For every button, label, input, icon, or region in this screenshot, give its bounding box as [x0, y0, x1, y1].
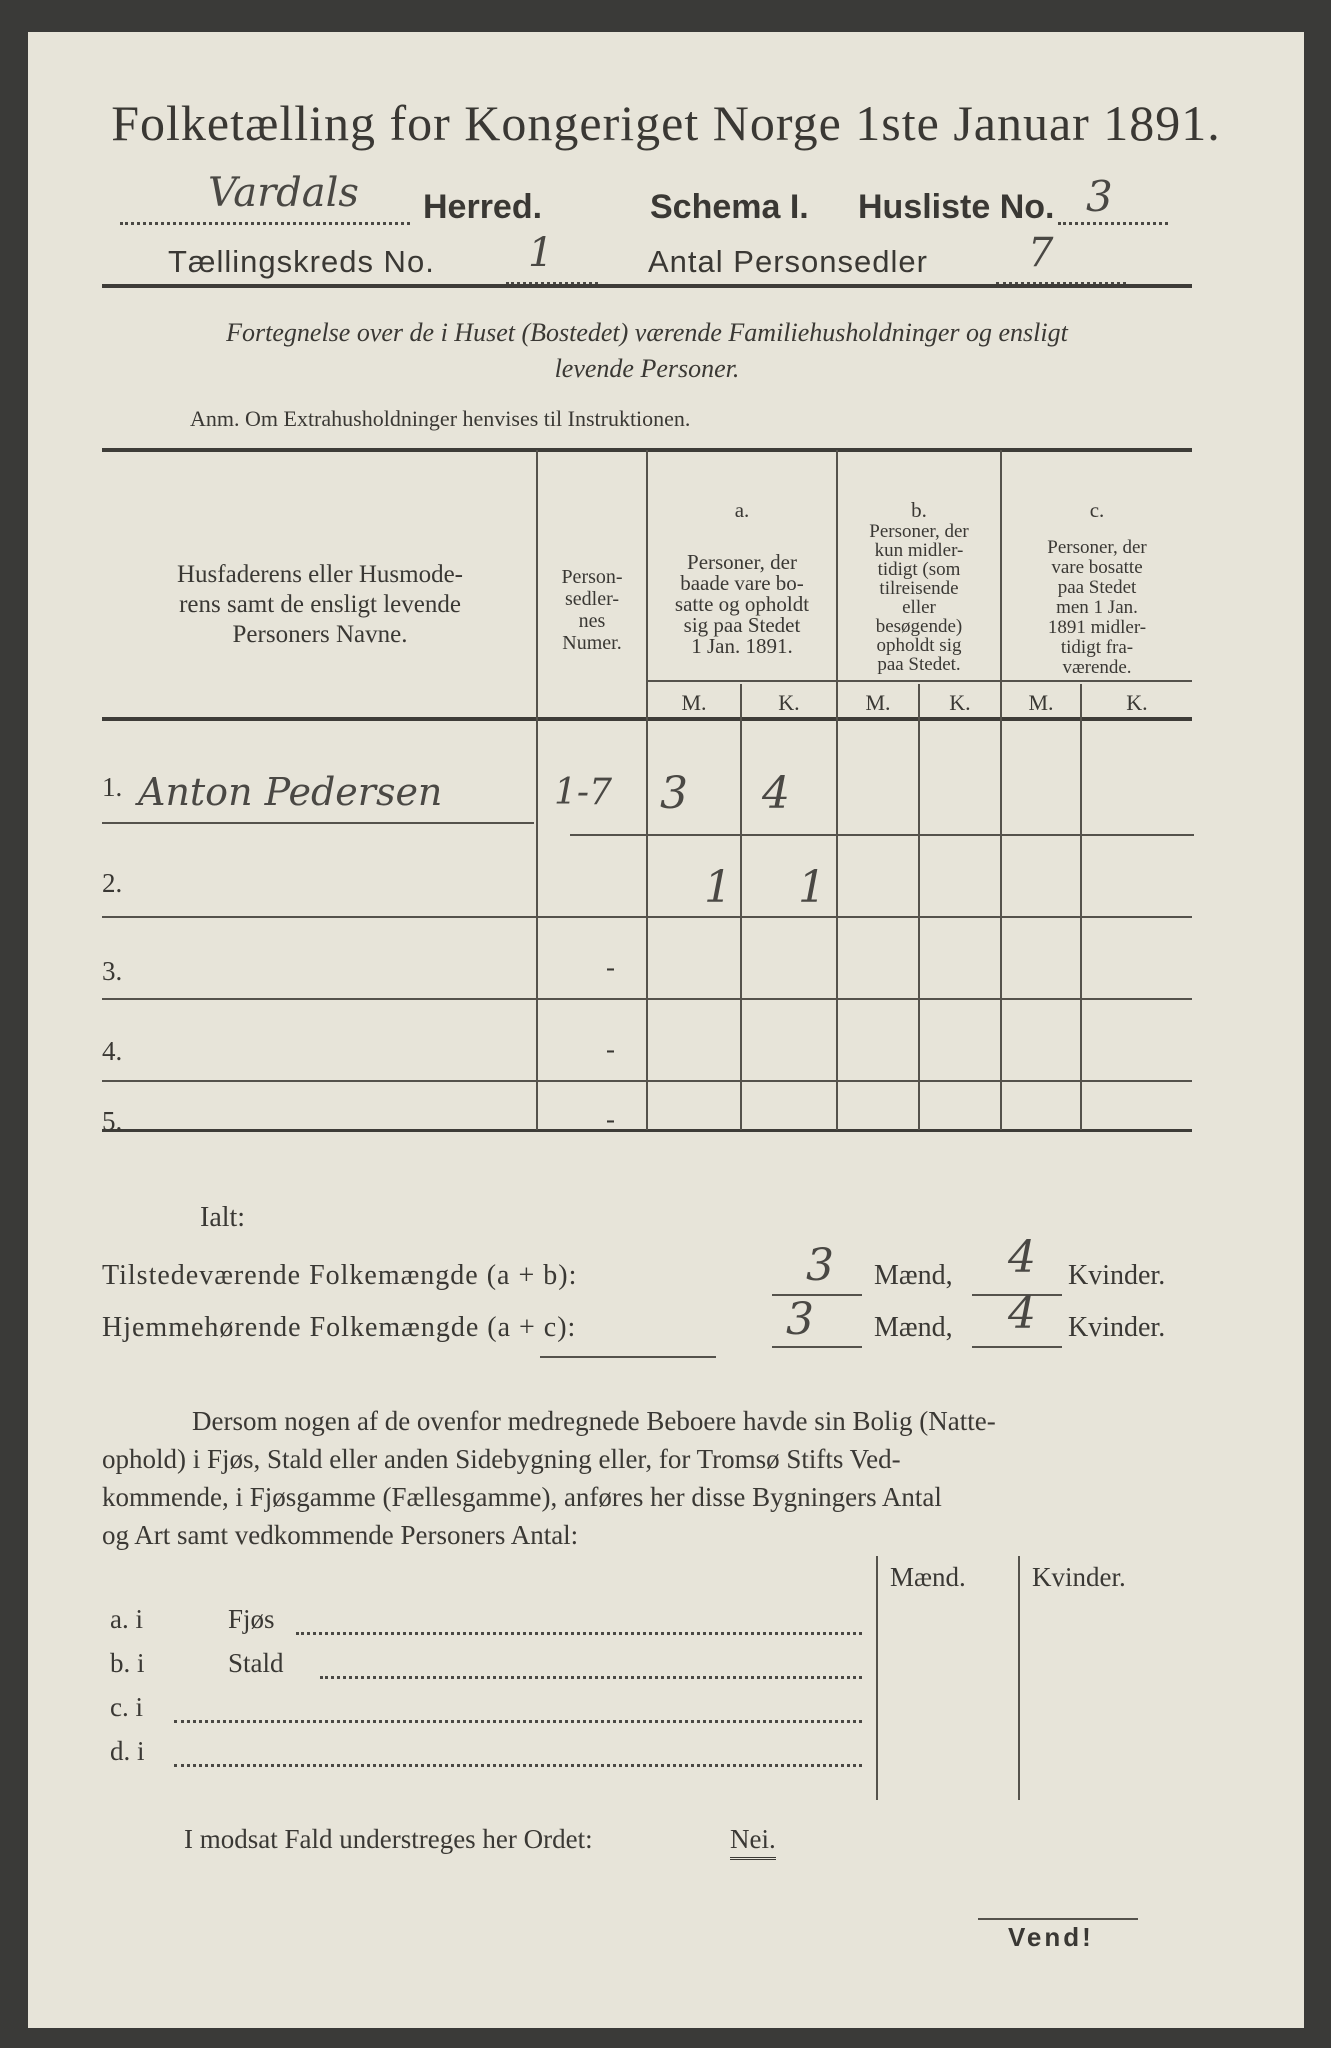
col-c-letter: c. [1089, 498, 1105, 522]
hjemme-m-line [772, 1346, 862, 1348]
building-d-label: d. i [110, 1736, 145, 1766]
col-divider-b-mk [918, 684, 920, 1130]
row-4-number: 4. [102, 1036, 123, 1066]
col-c-k: K. [1126, 690, 1148, 715]
row-1-num: 1-7 [554, 772, 612, 813]
col-divider-names [536, 450, 538, 1130]
col-divider-a-mk [740, 684, 742, 1130]
row-4-num: - [606, 1034, 615, 1064]
personsedler-label: Antal Personsedler [648, 244, 928, 279]
tilstede-label: Tilstedeværende Folkemængde (a + b): [102, 1260, 578, 1291]
modsat-label: I modsat Fald understreges her Ordet: [184, 1824, 593, 1854]
col-b-header-3: tidigt (som [877, 559, 961, 580]
row-1-a-k: 4 [762, 768, 790, 819]
col-a-header-5: 1 Jan. 1891. [691, 634, 793, 658]
row-2-a-m: 1 [704, 862, 732, 913]
row-5-number: 5. [102, 1106, 123, 1136]
anm-note: Anm. Om Extrahusholdninger henvises til Instruktionen. [190, 406, 691, 431]
building-a-label: a. i [110, 1604, 143, 1634]
husliste-value: 3 [1086, 172, 1113, 221]
col-b-k: K. [949, 690, 971, 715]
row-3-num: - [606, 952, 615, 982]
row-1-rule-right [570, 834, 1194, 836]
intro-line-2: levende Personer. [554, 354, 740, 383]
personsedler-fill-line [996, 252, 1126, 285]
buildings-kvinder-header: Kvinder. [1032, 1562, 1126, 1592]
col-b-header-2: kun midler- [874, 540, 964, 561]
schema-label: Schema I. [650, 188, 809, 226]
husliste-fill-line [1058, 192, 1168, 225]
col-a-header-4: sig paa Stedet [683, 613, 801, 637]
col-b-header-1: Personer, der [869, 521, 969, 542]
building-a-name: Fjøs [228, 1604, 275, 1634]
col-a-k: K. [778, 690, 800, 715]
names-col-header [108, 560, 532, 650]
row-1-a-m: 3 [660, 768, 688, 819]
col-divider-c-mk [1080, 684, 1082, 1130]
hjemme-k-line [972, 1346, 1062, 1348]
col-a-header-2: baade vare bo- [680, 571, 804, 595]
building-a-dots [296, 1620, 862, 1635]
col-b-m: M. [865, 690, 891, 715]
vend-rule [978, 1918, 1138, 1920]
vend-label: Vend! [1008, 1922, 1094, 1952]
row-2-a-k: 1 [798, 862, 826, 913]
col-a-header [648, 552, 836, 657]
names-col-header-3: Personers Navne. [232, 621, 408, 648]
row-2-rule [102, 916, 1192, 918]
para-line-3: kommende, i Fjøsgamme (Fællesgamme), anføres her disse Bygningers Antal [102, 1482, 942, 1512]
buildings-maend-header: Mænd. [890, 1562, 966, 1592]
tilstede-kvinder: Kvinder. [1068, 1260, 1166, 1291]
nei-word: Nei. [730, 1824, 776, 1860]
building-c-dots [174, 1708, 862, 1723]
herred-value: Vardals [208, 170, 359, 216]
tilstede-k-value: 4 [1008, 1232, 1036, 1283]
row-3-rule [102, 998, 1192, 1000]
col-c-header [1002, 538, 1192, 678]
hjemme-maend: Mænd, [874, 1312, 953, 1343]
census-form [28, 32, 1304, 2028]
col-b-header-4: tilreisende [879, 578, 959, 599]
col-b-header-8: paa Stedet. [877, 654, 961, 675]
mk-header-rule [648, 680, 1192, 682]
col-c-header-7: værende. [1062, 657, 1132, 678]
col-a-header-3: satte og opholdt [674, 592, 810, 616]
building-d-dots [174, 1752, 862, 1767]
col-b-header-5: eller [902, 597, 936, 618]
num-col-header-3: nes [578, 610, 606, 632]
hjemme-kvinder: Kvinder. [1068, 1312, 1166, 1343]
row-1-number: 1. [102, 772, 123, 802]
ialt-label: Ialt: [200, 1202, 246, 1233]
building-b-name: Stald [228, 1648, 284, 1678]
para-line-2: ophold) i Fjøs, Stald eller anden Sidebygning eller, for Tromsø Stifts Ved- [102, 1444, 901, 1474]
intro-line-1: Fortegnelse over de i Huset (Bostedet) værende Familiehusholdninger og ensligt [226, 318, 1068, 347]
row-5-num: - [606, 1104, 615, 1134]
form-title: Folketælling for Kongeriget Norge 1ste Januar 1891. [111, 95, 1221, 151]
num-col-header [538, 566, 646, 654]
col-c-header-1: Personer, der [1047, 537, 1147, 558]
names-col-header-2: rens samt de ensligt levende [179, 591, 461, 618]
col-b-header-6: besøgende) [875, 616, 963, 637]
row-2-number: 2. [102, 868, 123, 898]
para-line-1: Dersom nogen af de ovenfor medregnede Beboere havde sin Bolig (Natte- [192, 1406, 996, 1436]
col-c-m: M. [1028, 690, 1054, 715]
col-b-header [838, 522, 1000, 674]
num-col-header-2: sedler- [564, 588, 619, 610]
col-b-letter: b. [911, 498, 927, 522]
col-a-header-1: Personer, der [687, 550, 797, 574]
col-b-header-7: opholdt sig [876, 635, 962, 656]
row-4-rule [102, 1080, 1192, 1082]
buildings-divider-1 [876, 1556, 878, 1800]
col-a-m: M. [681, 690, 707, 715]
herred-label: Herred. [423, 188, 543, 226]
num-col-header-1: Person- [561, 566, 623, 588]
hjemme-label: Hjemmehørende Folkemængde (a + c): [102, 1312, 577, 1343]
col-c-header-5: 1891 midler- [1047, 617, 1147, 638]
num-col-header-4: Numer. [562, 632, 622, 654]
para-line-4: og Art samt vedkommende Personers Antal: [102, 1520, 579, 1550]
sidebygning-paragraph [102, 1402, 1192, 1554]
col-c-header-4: men 1 Jan. [1056, 597, 1138, 618]
buildings-divider-2 [1018, 1556, 1020, 1800]
header-rule [102, 284, 1192, 288]
building-b-label: b. i [110, 1648, 145, 1678]
col-a-letter: a. [734, 498, 750, 522]
col-c-header-3: paa Stedet [1057, 577, 1137, 598]
building-c-label: c. i [110, 1692, 143, 1722]
col-c-header-2: vare bosatte [1051, 557, 1143, 578]
hjemme-k-value: 4 [1008, 1288, 1036, 1339]
col-c-header-6: tidigt fra- [1060, 637, 1134, 658]
tilstede-m-value: 3 [806, 1240, 834, 1291]
hjemme-m-value: 3 [786, 1294, 814, 1345]
kreds-label: Tællingskreds No. [168, 244, 435, 279]
row-3-number: 3. [102, 956, 123, 986]
kreds-value: 1 [528, 230, 554, 276]
personsedler-value: 7 [1028, 230, 1054, 276]
names-col-header-1: Husfaderens eller Husmode- [176, 561, 463, 588]
tilstede-maend: Mænd, [874, 1260, 953, 1291]
husliste-label: Husliste No. [858, 188, 1055, 226]
row-1-rule [102, 822, 534, 824]
row-1-name: Anton Pedersen [138, 770, 443, 814]
building-b-dots [320, 1664, 862, 1679]
section-separator [540, 1356, 716, 1358]
